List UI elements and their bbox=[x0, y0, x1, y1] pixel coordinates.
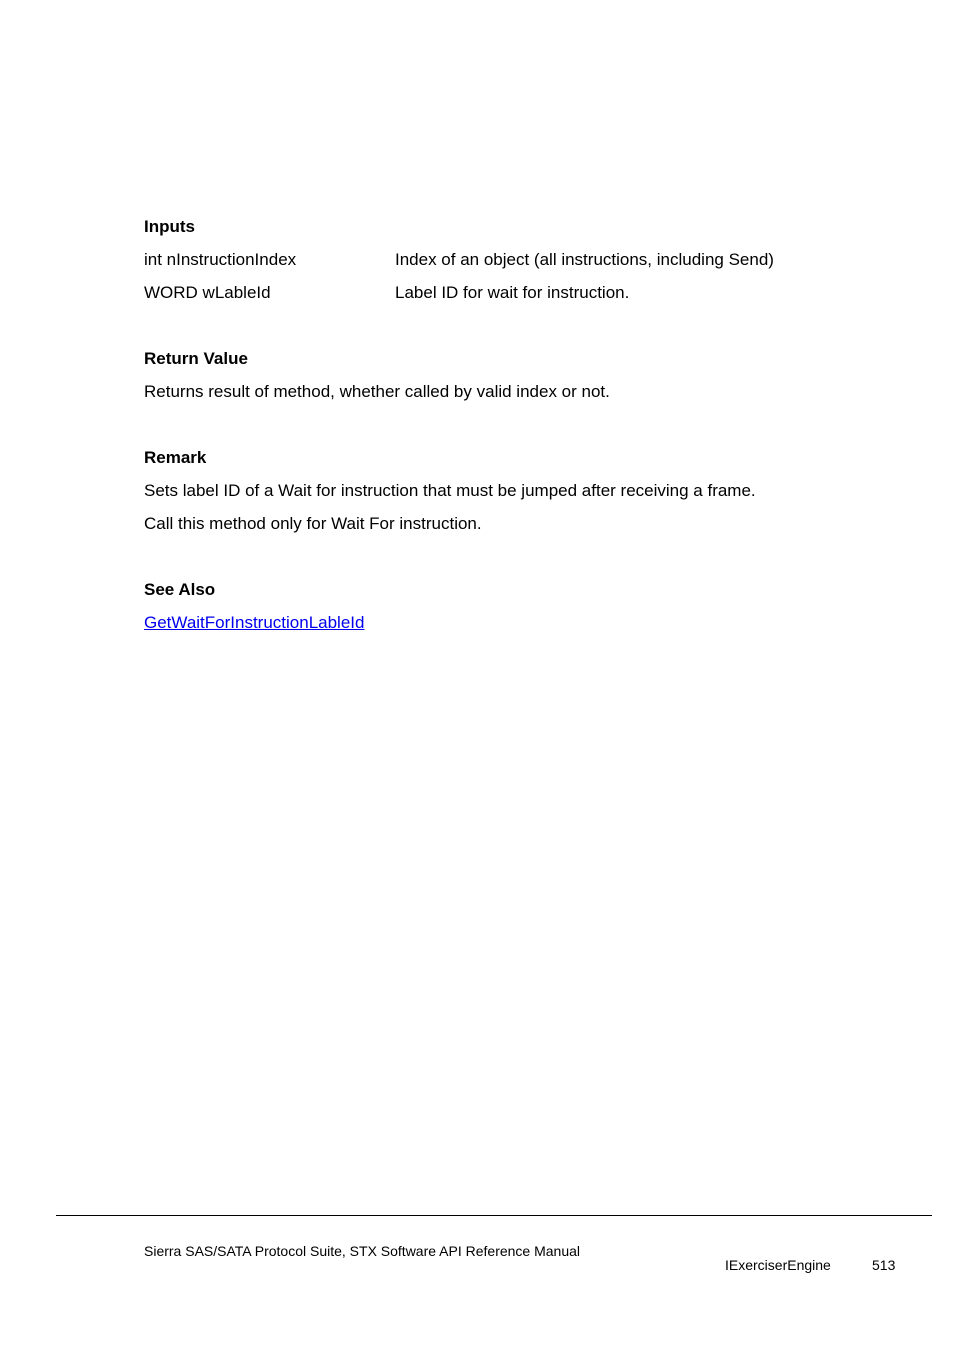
input-param-description: Index of an object (all instructions, including Send) bbox=[395, 250, 774, 269]
page-content bbox=[144, 214, 844, 643]
footer-divider bbox=[56, 1215, 932, 1216]
remark-heading: Remark bbox=[144, 448, 207, 467]
remark-line: Call this method only for Wait For instruction. bbox=[144, 514, 482, 533]
input-param-name: int nInstructionIndex bbox=[144, 250, 297, 269]
footer-section-name: IExerciserEngine bbox=[725, 1257, 831, 1273]
inputs-heading: Inputs bbox=[144, 217, 195, 236]
see-also-heading: See Also bbox=[144, 580, 216, 599]
input-row bbox=[144, 280, 844, 306]
section-spacer bbox=[144, 313, 844, 346]
footer-manual-title: Sierra SAS/SATA Protocol Suite, STX Software API Reference Manual bbox=[144, 1243, 581, 1259]
input-row bbox=[144, 247, 844, 273]
return-value-text: Returns result of method, whether called by valid index or not. bbox=[144, 382, 610, 401]
see-also-link[interactable]: GetWaitForInstructionLableId bbox=[144, 613, 365, 632]
return-value-heading: Return Value bbox=[144, 349, 248, 368]
section-spacer bbox=[144, 412, 844, 445]
remark-line: Sets label ID of a Wait for instruction that must be jumped after receiving a frame. bbox=[144, 481, 756, 500]
section-spacer bbox=[144, 544, 844, 577]
input-param-name: WORD wLableId bbox=[144, 283, 271, 302]
input-param-description: Label ID for wait for instruction. bbox=[395, 283, 630, 302]
footer-page-number: 513 bbox=[872, 1257, 896, 1273]
see-also-entry bbox=[144, 610, 844, 636]
